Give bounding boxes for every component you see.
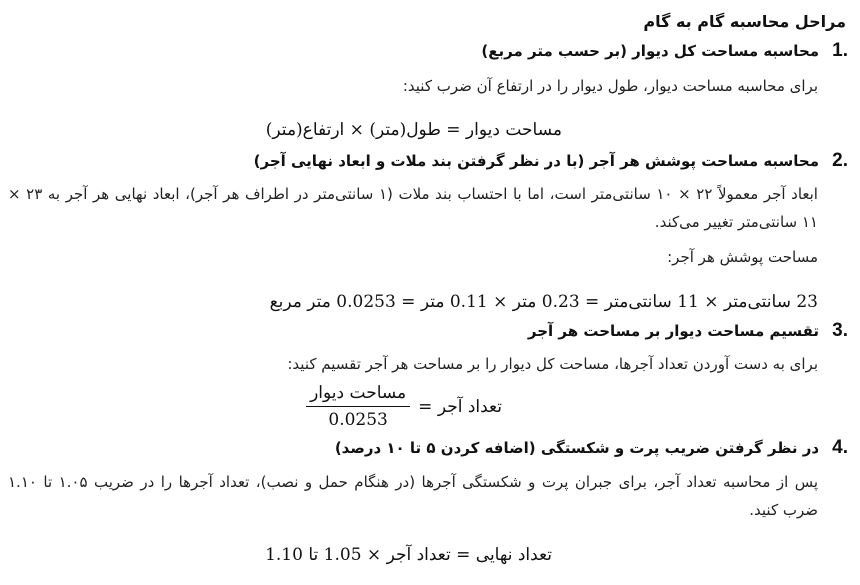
step-text: برای به دست آوردن تعداد آجرها، مساحت کل دیوار را بر مساحت هر آجر تقسیم کنید: <box>287 355 818 373</box>
step-number: .3 <box>832 320 848 341</box>
page-title: مراحل محاسبه گام به گام <box>643 12 846 31</box>
step-number: .4 <box>832 437 848 458</box>
step-heading: محاسبه مساحت کل دیوار (بر حسب متر مربع) <box>481 42 820 60</box>
formula <box>306 383 502 430</box>
fraction <box>306 383 410 430</box>
fraction-denominator: 0.0253 <box>328 410 388 430</box>
step-heading: در نظر گرفتن ضریب پرت و شکستگی (اضافه کردن ۵ تا ۱۰ درصد) <box>334 439 820 457</box>
formula-lhs: تعداد آجر = <box>418 396 502 417</box>
step-text: برای محاسبه مساحت دیوار، طول دیوار را در ارتفاع آن ضرب کنید: <box>402 77 818 95</box>
formula: 23 سانتی‌متر × 11 سانتی‌متر = 0.23 متر × 0.11 متر = 0.0253 متر مربع <box>269 292 818 312</box>
step-text: ابعاد آجر معمولاً ۲۲ × ۱۰ سانتی‌متر است، اما با احتساب بند ملات (۱ سانتی‌متر در اطراف هر آجر)، ابعاد نهایی هر آجر به ۲۳ × ۱۱ سانتی‌متر تغییر می‌کند. <box>8 185 818 231</box>
step-heading: تقسیم مساحت دیوار بر مساحت هر آجر <box>527 322 820 340</box>
step-3-header <box>528 320 848 342</box>
step-2-header <box>254 150 848 172</box>
step-text: پس از محاسبه تعداد آجر، برای جبران پرت و شکستگی آجرها (در هنگام حمل و نصب)، تعداد آجرها را در ضریب ۱.۰۵ تا ۱.۱۰ ضرب کنید. <box>8 473 818 519</box>
step-text-secondary: مساحت پوشش هر آجر: <box>667 248 818 266</box>
fraction-numerator: مساحت دیوار <box>306 383 410 407</box>
formula: تعداد نهایی = تعداد آجر × 1.05 تا 1.10 <box>265 545 552 565</box>
step-4-header <box>335 437 848 459</box>
step-1-header <box>481 40 848 62</box>
step-number: .1 <box>832 40 848 61</box>
step-number: .2 <box>832 150 848 171</box>
formula: مساحت دیوار = طول(متر) × ارتفاع(متر) <box>265 120 562 140</box>
step-heading: محاسبه مساحت پوشش هر آجر (با در نظر گرفتن بند ملات و ابعاد نهایی آجر) <box>253 152 820 170</box>
